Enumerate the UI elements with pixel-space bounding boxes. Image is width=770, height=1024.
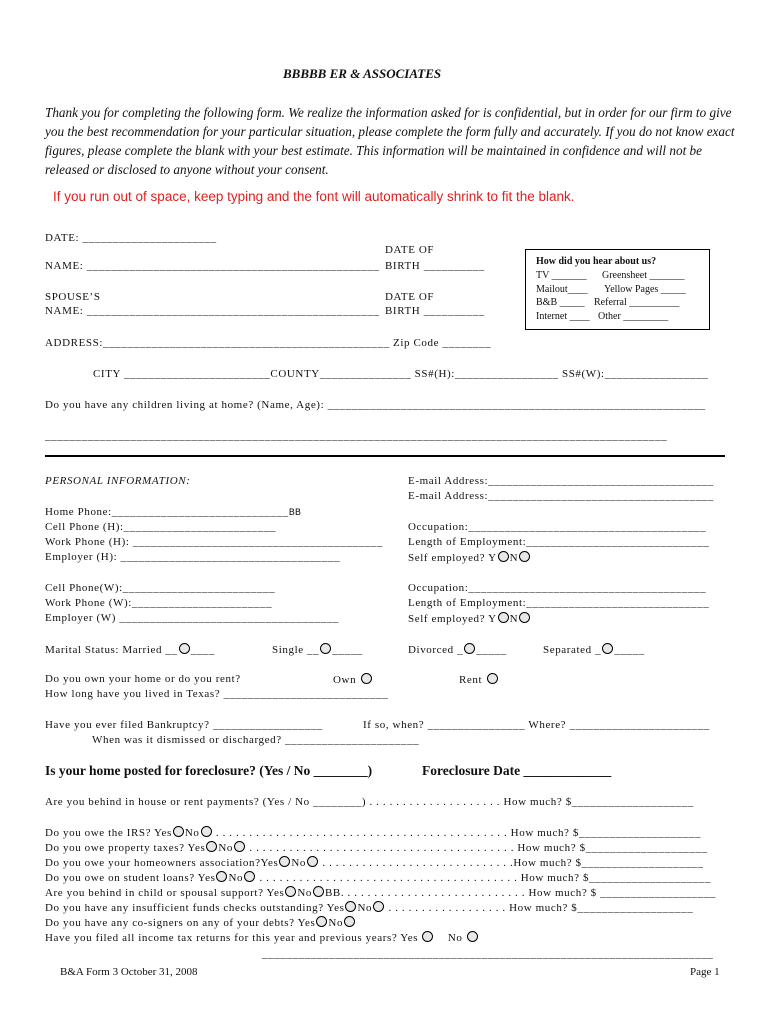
occupation-w-field[interactable]: Occupation:_______________________________________ xyxy=(408,582,707,594)
referral-tv[interactable]: TV _______ xyxy=(536,270,587,281)
home-phone-field[interactable] xyxy=(45,506,301,518)
email-field-1[interactable]: E-mail Address:_____________________________________ xyxy=(408,475,714,487)
cell-phone-h-field[interactable]: Cell Phone (H):_________________________ xyxy=(45,521,277,533)
behind-payments-row[interactable]: Are you behind in house or rent payments? (Yes / No ________) . . . . . . . . . . . . . . . . . . . . How much? $____________________ xyxy=(45,796,694,808)
referral-other[interactable]: Other _________ xyxy=(598,311,669,322)
insufficient-funds-no-radio[interactable] xyxy=(373,901,384,912)
child-support-no-radio[interactable] xyxy=(313,886,324,897)
child-support-yes-radio[interactable] xyxy=(285,886,296,897)
address-field[interactable]: ADDRESS:_______________________________________________ Zip Code ________ xyxy=(45,337,492,349)
tax-returns-detail-field[interactable]: __________________________________________________________________________ xyxy=(262,948,714,960)
name-field[interactable]: NAME: ________________________________________________ xyxy=(45,260,380,272)
insufficient-funds-yes-radio[interactable] xyxy=(345,901,356,912)
email-field-2[interactable]: E-mail Address:_____________________________________ xyxy=(408,490,714,502)
hoa-no-radio[interactable] xyxy=(307,856,318,867)
separated-radio[interactable] xyxy=(602,643,613,654)
child-support-row: Are you behind in child or spousal support? Yes No BB. . . . . . . . . . . . . . . . . . . . . . . . . . . . How much? $ ___________________ xyxy=(45,887,717,899)
date-of-label-2: DATE OF xyxy=(385,291,435,303)
self-employed-w-yes-radio[interactable] xyxy=(498,612,509,623)
self-employed-h-yes-radio[interactable] xyxy=(498,551,509,562)
home-phone-mark: BB xyxy=(288,508,302,518)
date-of-label: DATE OF xyxy=(385,244,435,256)
intro-paragraph: Thank you for completing the following form. We realize the information asked for is confidential, but in order for our firm to give you the best recommendation for your particular situation, please complete the form fully and accurately. If you do not know exact figures, please complete the blank with your best estimate. This information will be maintained in confidence and will not be released or disclosed to anyone without your consent. xyxy=(45,105,735,177)
tax-returns-no-radio[interactable] xyxy=(467,931,478,942)
referral-internet[interactable]: Internet ____ xyxy=(536,311,590,322)
bankruptcy-when-where-field[interactable]: If so, when? ________________ Where? _______________________ xyxy=(363,719,710,731)
cosigners-no-radio[interactable] xyxy=(344,916,355,927)
marital-married: Marital Status: Married __ ____ xyxy=(45,644,216,656)
self-employed-w-no-radio[interactable] xyxy=(519,612,530,623)
date-field[interactable]: DATE: ______________________ xyxy=(45,232,217,244)
city-county-ss-row[interactable]: CITY ________________________COUNTY_______________ SS#(H):_________________ SS#(W):_________________ xyxy=(93,368,709,380)
self-employed-w: Self employed? Y N xyxy=(408,612,531,625)
referral-source-box xyxy=(525,249,710,330)
occupation-h-field[interactable]: Occupation:_______________________________________ xyxy=(408,521,707,533)
birth-field[interactable]: BIRTH __________ xyxy=(385,260,485,272)
texas-residence-field[interactable]: How long have you lived in Texas? ___________________________ xyxy=(45,688,389,700)
student-loan-no-radio[interactable] xyxy=(244,871,255,882)
work-phone-w-field[interactable]: Work Phone (W):_______________________ xyxy=(45,597,273,609)
own-radio[interactable] xyxy=(361,673,372,684)
home-phone-label: Home Phone:_____________________________ xyxy=(45,506,289,518)
irs-yes-radio[interactable] xyxy=(173,826,184,837)
hoa-row: Do you owe your homeowners association?Yes No . . . . . . . . . . . . . . . . . . . . . . . . . . . . .How much? $____________________ xyxy=(45,857,704,869)
referral-yellow-pages[interactable]: Yellow Pages _____ xyxy=(604,284,686,295)
own-rent-question: Do you own your home or do you rent? xyxy=(45,673,241,685)
single-radio[interactable] xyxy=(320,643,331,654)
referral-referral[interactable]: Referral __________ xyxy=(594,297,680,308)
personal-info-heading: PERSONAL INFORMATION: xyxy=(45,475,191,487)
foreclosure-posted-field[interactable]: Is your home posted for foreclosure? (Yes / No ________) xyxy=(45,763,373,778)
children-field[interactable]: Do you have any children living at home? (Name, Age): ______________________________________________________________ xyxy=(45,399,706,411)
self-employed-h: Self employed? Y N xyxy=(408,551,531,564)
referral-mailout[interactable]: Mailout____ xyxy=(536,284,588,295)
insufficient-funds-row: Do you have any insufficient funds checks outstanding? Yes No . . . . . . . . . . . . . . . . . . How much? $___________________ xyxy=(45,902,694,914)
section-divider xyxy=(45,455,725,457)
irs-row: Do you owe the IRS? Yes No . . . . . . . . . . . . . . . . . . . . . . . . . . . . . . . . . . . . . . . . . . . . How much? $____________________ xyxy=(45,827,701,839)
spouse-birth-field[interactable]: BIRTH __________ xyxy=(385,305,485,317)
rent-option: Rent xyxy=(459,673,499,686)
property-tax-no-radio[interactable] xyxy=(234,841,245,852)
length-employment-w-field[interactable]: Length of Employment:______________________________ xyxy=(408,597,710,609)
marital-single: Single __ _____ xyxy=(272,644,363,656)
property-tax-row: Do you owe property taxes? Yes No . . . . . . . . . . . . . . . . . . . . . . . . . . . . . . . . . . . . . . . . How much? $____________________ xyxy=(45,842,708,854)
spouse-label: SPOUSE’S xyxy=(45,291,101,303)
property-tax-yes-radio[interactable] xyxy=(206,841,217,852)
cosigners-row: Do you have any co-signers on any of your debts? Yes No xyxy=(45,916,356,929)
employer-h-field[interactable]: Employer (H): ____________________________________ xyxy=(45,551,341,563)
marital-divorced: Divorced _ _____ xyxy=(408,644,507,656)
spouse-name-field[interactable]: NAME: ________________________________________________ xyxy=(45,305,380,317)
cosigners-yes-radio[interactable] xyxy=(316,916,327,927)
tax-returns-yes-radio[interactable] xyxy=(422,931,433,942)
hoa-yes-radio[interactable] xyxy=(279,856,290,867)
own-option: Own xyxy=(333,673,373,686)
cell-phone-w-field[interactable]: Cell Phone(W):_________________________ xyxy=(45,582,276,594)
self-employed-h-no-radio[interactable] xyxy=(519,551,530,562)
tax-returns-row: Have you filed all income tax returns for this year and previous years? Yes No xyxy=(45,931,479,944)
referral-greensheet[interactable]: Greensheet _______ xyxy=(602,270,685,281)
dismissed-field[interactable]: When was it dismissed or discharged? ______________________ xyxy=(92,734,420,746)
rent-radio[interactable] xyxy=(487,673,498,684)
divorced-radio[interactable] xyxy=(464,643,475,654)
referral-box-title: How did you hear about us? xyxy=(536,256,657,267)
referral-bb[interactable]: B&B _____ xyxy=(536,297,585,308)
employer-w-field[interactable]: Employer (W) ____________________________________ xyxy=(45,612,339,624)
children-field-line2[interactable]: ______________________________________________________________________________________________________ xyxy=(45,430,668,442)
student-loan-row: Do you owe on student loans? Yes No . . . . . . . . . . . . . . . . . . . . . . . . . . . . . . . . . . . . . . . How much? $____________________ xyxy=(45,872,712,884)
font-shrink-notice: If you run out of space, keep typing and the font will automatically shrink to fit the blank. xyxy=(53,189,575,204)
length-employment-h-field[interactable]: Length of Employment:______________________________ xyxy=(408,536,710,548)
marital-separated: Separated _ _____ xyxy=(543,644,645,656)
irs-no-radio[interactable] xyxy=(201,826,212,837)
form-title: BBBBB ER & ASSOCIATES xyxy=(283,66,442,81)
bankruptcy-field[interactable]: Have you ever filed Bankruptcy? __________________ xyxy=(45,719,323,731)
student-loan-yes-radio[interactable] xyxy=(216,871,227,882)
page-number: Page 1 xyxy=(690,966,720,978)
foreclosure-date-field[interactable]: Foreclosure Date _____________ xyxy=(422,763,612,778)
form-id: B&A Form 3 October 31, 2008 xyxy=(60,966,198,978)
work-phone-h-field[interactable]: Work Phone (H): _________________________________________ xyxy=(45,536,383,548)
married-radio[interactable] xyxy=(179,643,190,654)
